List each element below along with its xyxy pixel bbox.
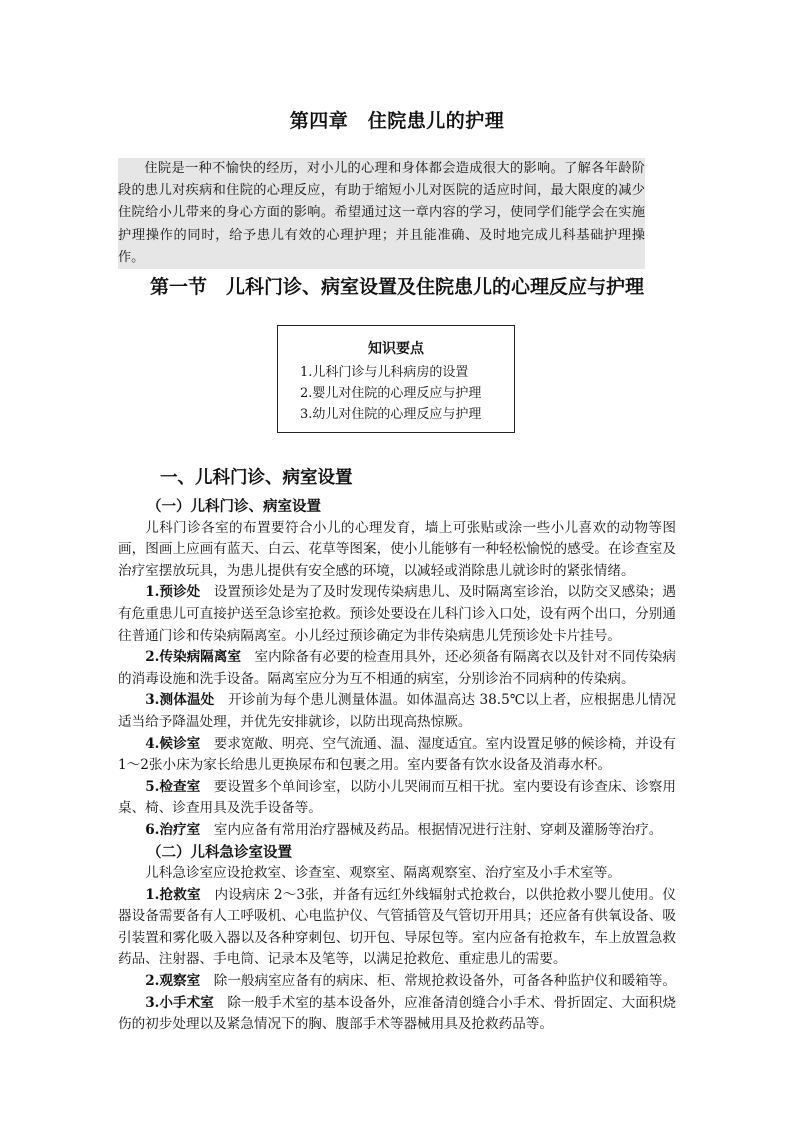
item-term: 3.小手术室 — [145, 994, 214, 1011]
item-text: 除一般病室应备有的病床、柜、常规抢救设备外，可备各种监护仪和暖箱等。 — [200, 973, 676, 990]
item-text: 室内应备有常用治疗器械及药品。根据情况进行注射、穿刺及灌肠等治疗。 — [200, 821, 663, 838]
item-text: 要设置多个单间诊室，以防小儿哭闹而互相干扰。室内要设有诊查床、诊察用桌、椅、诊查用具及洗手设备等。 — [118, 778, 676, 817]
item-text: 设置预诊处是为了及时发现传染病患儿、及时隔离室诊治，以防交叉感染；遇有危重患儿可直接护送至急诊室抢救。预诊处要设在儿科门诊入口处，设有两个出口，分别通往普通门诊和传染病隔离室。小儿经过预诊确定为非传染病患儿凭预诊处卡片挂号。 — [118, 584, 676, 644]
item-term: 1.抢救室 — [145, 886, 201, 903]
item-term: 6.治疗室 — [145, 821, 201, 838]
item-term: 3.测体温处 — [145, 692, 215, 709]
item-text: 内设病床 2～3张，并备有远红外线辐射式抢救台，以供抢救小婴儿使用。仪器设备需要备有人工呼吸机、心电监护仪、气管插管及气管切开用具；还应备有供氧设备、吸引装置和雾化吸入器以及各种穿刺包、切开包、导尿包等。室内应备有抢救车，车上放置急救药品、注射器、手电筒、记录本及笔等，以满足抢救危、重症患儿的需要。 — [118, 886, 676, 968]
knowledge-points-list — [278, 362, 514, 425]
chapter-title: 第四章 住院患儿的护理 — [289, 110, 505, 132]
subheading-2: （二）儿科急诊室设置 — [147, 843, 292, 861]
item-term: 1.预诊处 — [145, 584, 201, 601]
section-title: 第一节 儿科门诊、病室设置及住院患儿的心理反应与护理 — [149, 276, 644, 298]
item-term: 2.观察室 — [145, 973, 201, 990]
knowledge-points-title: 知识要点 — [368, 341, 424, 357]
chapter-intro — [118, 158, 645, 269]
list-item — [118, 820, 676, 842]
item-term: 4.候诊室 — [145, 735, 201, 752]
list-item — [118, 582, 676, 647]
subheading-1: （一）儿科门诊、病室设置 — [147, 498, 321, 515]
list-item — [118, 734, 676, 777]
list-item — [118, 885, 676, 971]
chapter-intro-text: 住院是一种不愉快的经历，对小儿的心理和身体都会造成很大的影响。了解各年龄阶段的患儿对疾病和住院的心理反应，有助于缩短小儿对医院的适应时间，最大限度的减少住院给小儿带来的身心方面的影响。希望通过这一章内容的学习，使同学们能学会在实施护理操作的同时，给予患儿有效的心理护理；并且能准确、及时地完成儿科基础护理操作。 — [118, 161, 645, 265]
list-item — [118, 777, 676, 820]
item-text: 要求宽敞、明亮、空气流通、温、湿度适宜。室内设置足够的候诊椅，并设有 1～2张小床为家长给患儿更换尿布和包裹之用。室内要备有饮水设备及消毒水杯。 — [118, 735, 676, 774]
item-text: 开诊前为每个患儿测量体温。如体温高达 38.5℃以上者，应根据患儿情况适当给予降温处理，并优先安排就诊，以防出现高热惊厥。 — [118, 692, 676, 730]
knowledge-point-item: 1.儿科门诊与儿科病房的设置 — [300, 365, 469, 380]
list-item — [118, 971, 676, 993]
item-text: 室内除备有必要的检查用具外，还必须备有隔离衣以及针对不同传染病的消毒设施和洗手设备。隔离室应分为互不相通的病室，分别诊治不同病种的传染病。 — [118, 649, 676, 687]
knowledge-point-item: 2.婴儿对住院的心理反应与护理 — [300, 386, 482, 401]
list-item — [118, 647, 676, 690]
list-item — [118, 993, 676, 1036]
knowledge-points-box — [277, 325, 515, 433]
item-term: 5.检查室 — [145, 778, 201, 795]
item-term: 2.传染病隔离室 — [145, 649, 241, 666]
item-text: 除一般手术室的基本设备外，应准备清创缝合小手术、骨折固定、大面积烧伤的初步处理以及紧急情况下的胸、腹部手术等器械用具及抢救药品等。 — [118, 994, 676, 1033]
paragraph: 儿科门诊各室的布置要符合小儿的心理发育，墙上可张贴或涂一些小儿喜欢的动物等图画，图画上应画有蓝天、白云、花草等图案，使小儿能够有一种轻松愉悦的感受。在诊查室及治疗室摆放玩具，为患儿提供有安全感的环境，以减轻或消除患儿就诊时的紧张情绪。 — [118, 519, 676, 579]
paragraph: 儿科急诊室应设抢救室、诊查室、观察室、隔离观察室、治疗室及小手术室等。 — [145, 865, 621, 882]
list-item — [118, 690, 676, 733]
heading-1: 一、儿科门诊、病室设置 — [160, 468, 353, 488]
body-text — [118, 496, 676, 1036]
knowledge-point-item: 3.幼儿对住院的心理反应与护理 — [300, 407, 482, 422]
